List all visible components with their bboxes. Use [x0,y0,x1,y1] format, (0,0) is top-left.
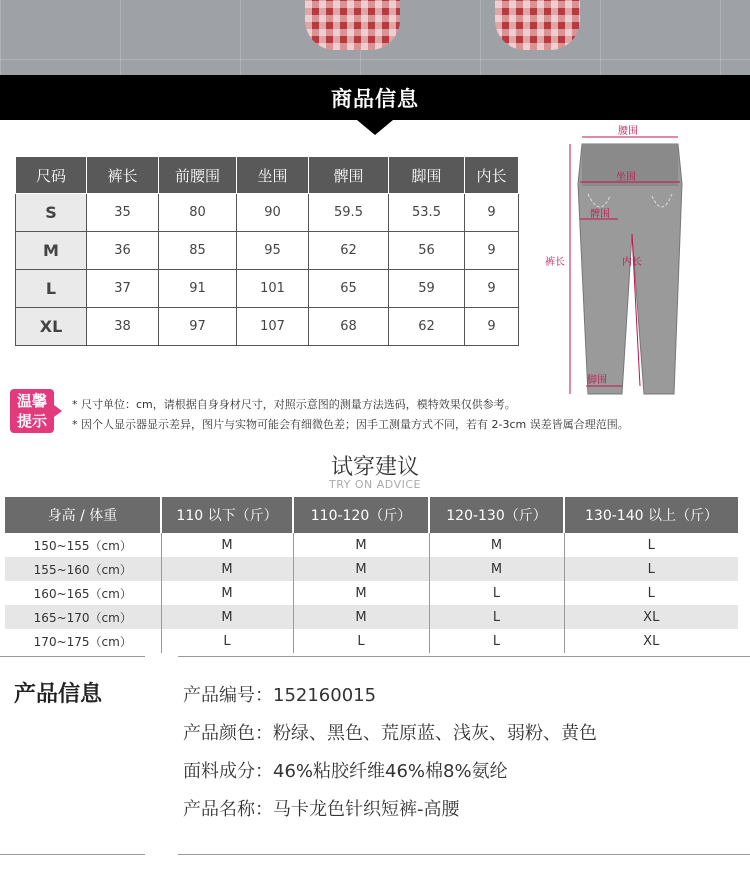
table-cell: M [429,557,564,581]
table-row [5,605,738,629]
header-cell: 内长 [465,157,519,194]
table-cell: 107 [237,308,309,346]
table-cell: 150~155（cm） [5,533,161,557]
table-row [16,194,519,232]
tip-badge-line2: 提示 [16,412,47,430]
product-color-label: 产品颜色： [183,723,273,744]
product-info-heading: 产品信息 [14,682,103,707]
table-cell: 59 [389,270,465,308]
waist-label: 腰围 [618,126,638,137]
tip-badge-line1: 温馨 [16,392,47,410]
table-cell: L [293,629,429,653]
banner-arrow [357,120,393,135]
tip-badge [10,389,54,433]
table-cell: 9 [465,232,519,270]
table-row [16,270,519,308]
table-cell: 9 [465,194,519,232]
product-fabric-row [183,757,508,783]
table-cell: 9 [465,270,519,308]
header-cell: 110 以下（斤） [161,497,293,533]
product-fabric-label: 面料成分： [183,761,273,782]
hem-label: 脚围 [587,375,607,386]
table-cell: L [647,537,655,553]
table-cell: 68 [309,308,389,346]
size-cell: L [16,270,87,308]
size-table [15,156,519,346]
table-cell: M [429,533,564,557]
inseam-label: 内长 [622,257,642,268]
table-cell: L [161,629,293,653]
table-cell: 56 [389,232,465,270]
table-cell: M [161,557,293,581]
table-cell: M [293,581,429,605]
pants-measurement-diagram [540,124,745,399]
gingham-sandal-left [305,0,400,50]
table-cell: L [429,629,564,653]
table-row [5,629,738,653]
tip-text-1: * 尺寸单位：cm，请根据自身身材尺寸，对照示意图的测量方法选码，模特效果仅供参考。 [72,398,516,411]
product-code-value: 152160015 [273,685,377,706]
gingham-sandal-right [495,0,580,50]
header-cell: 裤长 [87,157,159,194]
product-code-label: 产品编号： [183,685,273,706]
banner-title: 商品信息 [331,87,419,111]
product-fabric-value: 46%粘胶纤维46%棉8%氨纶 [273,761,508,782]
table-cell: M [293,533,429,557]
tip-text-2: * 因个人显示器显示差异，图片与实物可能会有细微色差；因手工测量方式不同，若有 2-3cm 误差皆属合理范围。 [72,418,629,431]
table-cell: XL [643,633,660,649]
table-cell: 170~175（cm） [5,629,161,653]
table-cell: M [161,533,293,557]
table-cell: L [429,605,564,629]
table-cell: M [293,605,429,629]
divider [0,854,145,855]
table-row [16,308,519,346]
header-cell: 120-130（斤） [429,497,564,533]
table-cell: 65 [309,270,389,308]
table-cell: L [429,581,564,605]
table-cell: 165~170（cm） [5,605,161,629]
header-cell: 尺码 [16,157,87,194]
table-cell: 90 [237,194,309,232]
advice-subtitle: TRY ON ADVICE [329,478,421,491]
size-table-header [16,157,519,194]
advice-table [5,497,738,653]
table-cell: XL [564,605,738,629]
table-cell: M [293,557,429,581]
table-row [5,557,738,581]
product-color-row [183,719,597,745]
product-color-value: 粉绿、黑色、荒原蓝、浅灰、弱粉、黄色 [273,723,597,744]
table-row [16,232,519,270]
table-row [5,533,738,557]
table-cell: 59.5 [309,194,389,232]
table-cell: 38 [87,308,159,346]
table-cell: M [161,605,293,629]
header-cell: 脚围 [389,157,465,194]
header-cell: 110-120（斤） [293,497,429,533]
product-name-value: 马卡龙色针织短裤-高腰 [273,799,460,820]
section-banner [0,75,750,120]
table-cell: 62 [309,232,389,270]
table-row [5,581,738,605]
table-cell: 101 [237,270,309,308]
table-cell: L [564,557,738,581]
header-cell: 前腰围 [159,157,237,194]
table-cell: 62 [389,308,465,346]
table-cell: 160~165（cm） [5,581,161,605]
table-cell: M [161,581,293,605]
product-name-row [183,795,460,821]
header-cell: 髀围 [309,157,389,194]
table-cell: 36 [87,232,159,270]
header-cell: 130-140 以上（斤） [564,497,738,533]
table-cell: 155~160（cm） [5,557,161,581]
table-cell: 37 [87,270,159,308]
advice-table-header [5,497,738,533]
header-cell: 坐围 [237,157,309,194]
length-label: 裤长 [545,257,565,268]
table-cell: 91 [159,270,237,308]
product-photo [0,0,750,75]
thigh-label: 髀围 [590,209,610,220]
header-cell: 身高 / 体重 [5,497,161,533]
hip-label: 坐围 [616,172,636,183]
size-cell: M [16,232,87,270]
table-cell: 80 [159,194,237,232]
table-cell: 35 [87,194,159,232]
table-cell: 53.5 [389,194,465,232]
table-cell: 9 [465,308,519,346]
size-cell: XL [16,308,87,346]
table-cell: 97 [159,308,237,346]
table-cell: 95 [237,232,309,270]
advice-title: 试穿建议 [330,455,419,480]
divider [0,656,145,657]
size-cell: S [16,194,87,232]
table-cell: 85 [159,232,237,270]
product-name-label: 产品名称： [183,799,273,820]
product-code-row [183,681,376,707]
table-cell: L [647,585,655,601]
divider [178,656,750,657]
divider [178,854,750,855]
